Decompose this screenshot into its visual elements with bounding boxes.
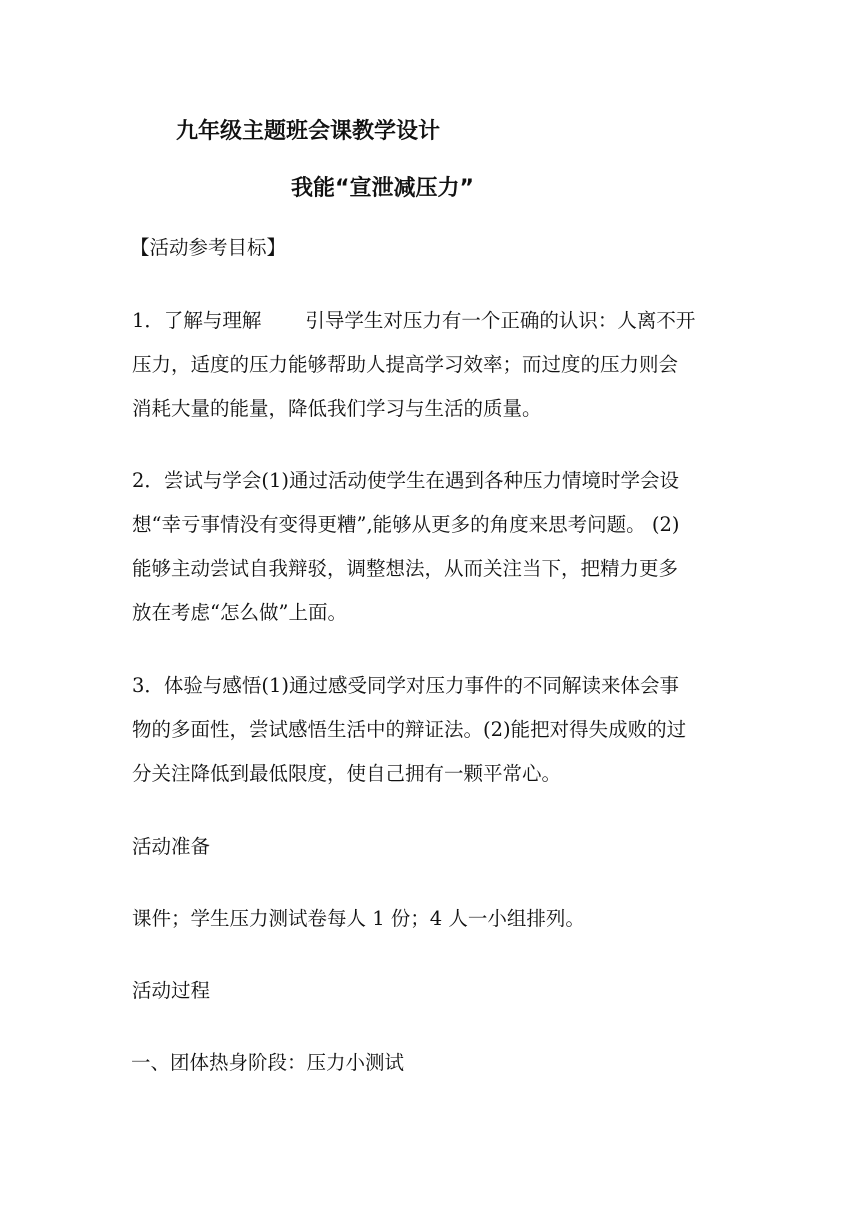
document-title: 九年级主题班会课教学设计 — [176, 119, 441, 144]
objective-3-line-3: 分关注降低到最低限度，使自己拥有一颗平常心。 — [132, 762, 562, 785]
section-1-heading: 一、团体热身阶段：压力小测试 — [131, 1051, 405, 1074]
preparation-heading: 活动准备 — [132, 835, 211, 858]
objective-1-line-3: 消耗大量的能量，降低我们学习与生活的质量。 — [132, 397, 542, 420]
document-subtitle: 我能“宣泄减压力” — [291, 176, 474, 201]
process-heading: 活动过程 — [132, 979, 211, 1002]
objective-2-line-4: 放在考虑“怎么做”上面。 — [132, 601, 347, 624]
preparation-text: 课件；学生压力测试卷每人 1 份；4 人一小组排列。 — [132, 907, 585, 930]
objective-1-line-2: 压力，适度的压力能够帮助人提高学习效率；而过度的压力则会 — [132, 353, 679, 376]
objective-2-line-3: 能够主动尝试自我辩驳，调整想法，从而关注当下，把精力更多 — [132, 557, 679, 580]
objective-2-line-1: 2．尝试与学会(1)通过活动使学生在遇到各种压力情境时学会设 — [132, 469, 680, 492]
objective-3-line-1: 3．体验与感悟(1)通过感受同学对压力事件的不同解读来体会事 — [132, 674, 680, 697]
objective-1-line-1 — [132, 311, 695, 331]
objective-2-line-2: 想“幸亏事情没有变得更糟”,能够从更多的角度来思考问题。 (2) — [132, 513, 680, 536]
objectives-heading: 【活动参考目标】 — [130, 236, 287, 259]
objective-1-lead: 1．了解与理解 — [132, 309, 262, 332]
objective-3-line-2: 物的多面性，尝试感悟生活中的辩证法。(2)能把对得失成败的过 — [132, 718, 687, 741]
objective-1-text: 引导学生对压力有一个正确的认识：人离不开 — [305, 309, 696, 332]
